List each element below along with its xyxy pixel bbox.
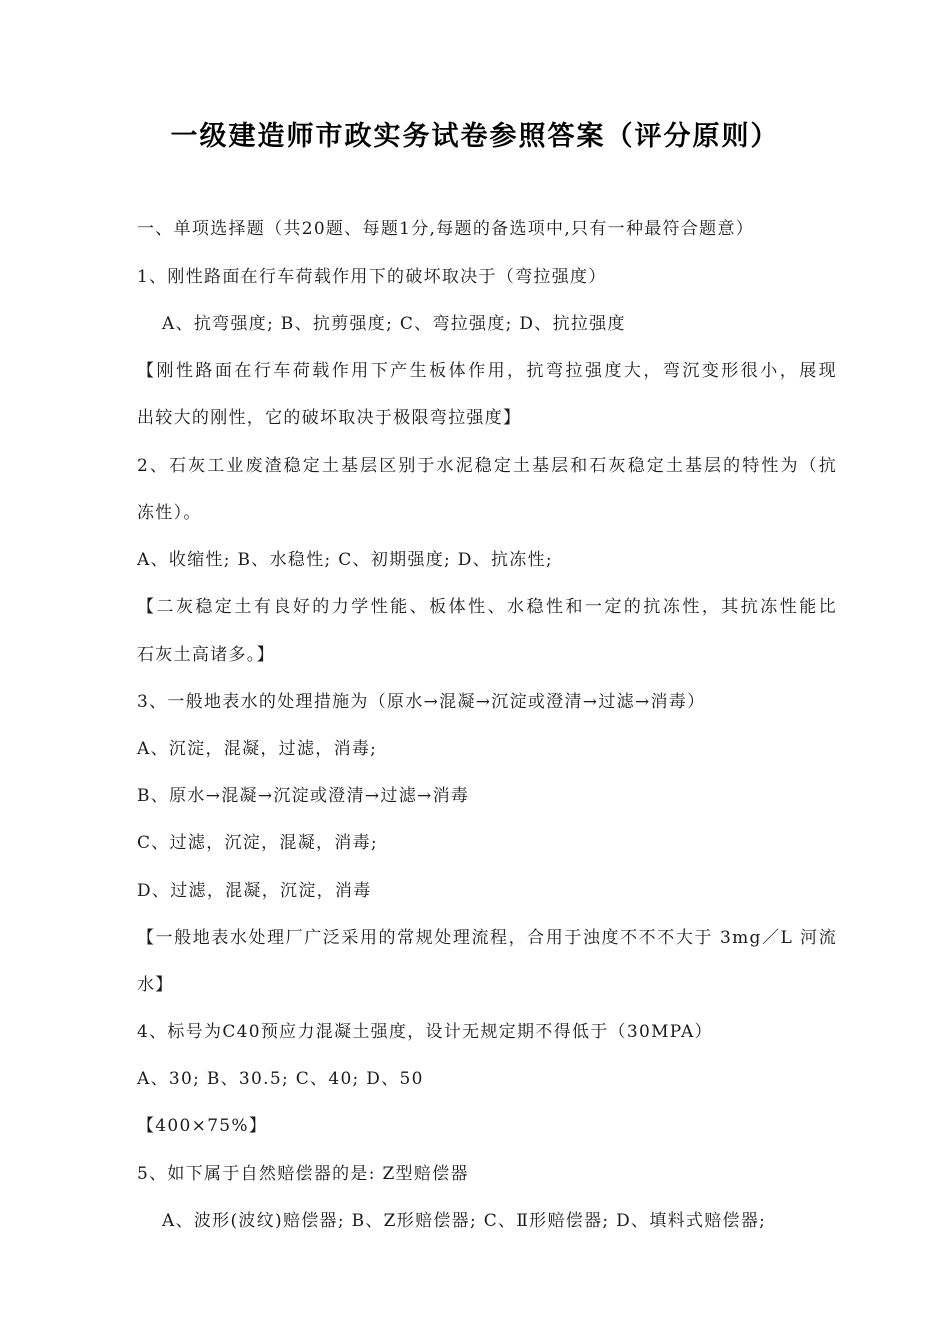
question-3-explanation-line-1: 【一般地表水处理厂广泛采用的常规处理流程，合用于浊度不不不大于 3mg／L 河流 [137,928,837,948]
question-3-explanation-line-2: 水】 [137,975,174,995]
question-1: 1、刚性路面在行车荷载作用下的破坏取决于（弯拉强度） [137,267,607,287]
question-1-options: A、抗弯强度; B、抗剪强度; C、弯拉强度; D、抗拉强度 [162,314,626,334]
question-1-explanation-line-2: 出较大的刚性，它的破坏取决于极限弯拉强度】 [137,408,522,428]
question-5-options: A、波形(波纹)赔偿器; B、Z形赔偿器; C、Ⅱ形赔偿器; D、填料式赔偿器; [162,1211,767,1231]
question-3-option-c: C、过滤，沉淀，混凝，消毒; [137,833,378,853]
question-3: 3、一般地表水的处理措施为（原水→混凝→沉淀或澄清→过滤→消毒） [137,692,706,712]
question-2-line-1: 2、石灰工业废渣稳定土基层区别于水泥稳定土基层和石灰稳定土基层的特性为（抗 [137,456,837,476]
document-title: 一级建造师市政实务试卷参照答案（评分原则） [170,121,780,152]
question-2-options: A、收缩性; B、水稳性; C、初期强度; D、抗冻性; [137,550,553,570]
question-3-option-a: A、沉淀，混凝，过滤，消毒; [137,739,378,759]
section-heading: 一、单项选择题（共20题、每题1分,每题的备选项中,只有一种最符合题意） [137,219,755,239]
question-3-option-d: D、过滤，混凝，沉淀，消毒 [137,881,372,901]
question-2-explanation-line-1: 【二灰稳定土有良好的力学性能、板体性、水稳性和一定的抗冻性，其抗冻性能比 [137,597,837,617]
question-2-explanation-line-2: 石灰土高诸多。】 [137,645,275,665]
question-1-explanation-line-1: 【刚性路面在行车荷载作用下产生板体作用，抗弯拉强度大，弯沉变形很小，展现 [137,361,837,381]
question-3-option-b: B、原水→混凝→沉淀或澄清→过滤→消毒 [137,786,470,806]
question-4-explanation: 【400×75%】 [137,1116,268,1136]
question-2-line-2: 冻性）。 [137,503,202,523]
question-4: 4、标号为C40预应力混凝土强度，设计无规定期不得低于（30MPA） [137,1022,713,1042]
question-4-options: A、30; B、30.5; C、40; D、50 [137,1069,424,1089]
question-5: 5、如下属于自然赔偿器的是: Z型赔偿器 [137,1164,469,1184]
